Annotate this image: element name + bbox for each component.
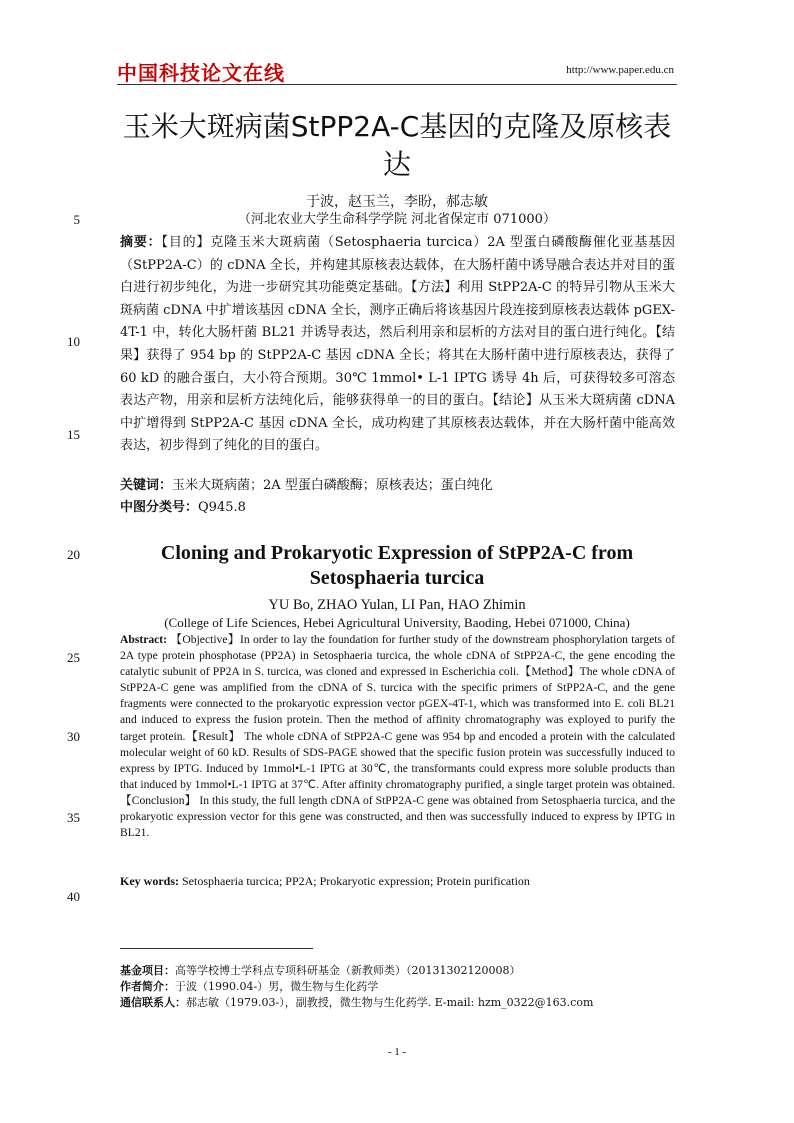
footnote-contact (120, 994, 680, 1010)
line-number: 10 (67, 334, 80, 349)
keywords-cn-text: 玉米大斑病菌；2A 型蛋白磷酸酶；原核表达；蛋白纯化 (172, 478, 493, 493)
header-url[interactable]: http://www.paper.edu.cn (566, 64, 674, 76)
footnote-text: 于波（1990.04-）男，微生物与生化药学 (175, 980, 379, 993)
keywords-cn (120, 474, 675, 493)
clc-text: Q945.8 (198, 500, 246, 515)
footnote-label: 基金项目： (120, 964, 175, 977)
line-number: 40 (67, 889, 80, 904)
affiliation-en: (College of Life Sciences, Hebei Agricultural University, Baoding, Hebei 071000, China) (164, 615, 630, 630)
keywords-en-label: Key words: (120, 874, 179, 888)
clc-number (120, 496, 675, 515)
footnote-rule (120, 948, 313, 949)
clc-label: 中图分类号： (120, 500, 199, 515)
title-cn: 玉米大斑病菌StPP2A-C基因的克隆及原核表达 (122, 110, 672, 181)
abstract-en-label: Abstract: (120, 633, 168, 646)
footnote-funding (120, 962, 680, 978)
abstract-en-text: 【Objective】In order to lay the foundation for further study of the downstream phosphorylation targets of 2A type protein phosphotase (PP2A) in Setosphaeria turcica, the whole cDNA of StPP2A-C, the gene encoding the catalytic subunit of PP2A in S. turcica, was cloned and expressed in Escherichia coli.【Method】The whole cDNA of StPP2A-C gene was amplified from the cDNA of S. turcica with the specific primers of StPP2A-C, and the gene fragments were connected to the prokaryotic expression vector pGEX-4T-1, which was transformed into E. coli BL21 and induced to express the fusion protein. Then the method of affinity chromatography was exployed to purify the target protein.【Result】 The whole cDNA of StPP2A-C gene was 954 bp and encoded a protein with the calculated molecular weight of 60 kD. Results of SDS-PAGE showed that the specific fusion protein was successfully induced to express by IPTG. Induced by 1mmol•L-1 IPTG at 30℃, the transformants could express more soluble products than that induced by 1mmol•L-1 IPTG at 37℃. After affinity chromatography purified, a single target protein was obtained. 【Conclusion】 In this study, the full length cDNA of StPP2A-C gene was obtained from Setosphaeria turcica, and the prokaryotic expression vector for this gene was constructed, and then was successfully induced to express by IPTG in BL21. (120, 633, 675, 840)
line-number: 25 (67, 650, 80, 665)
line-number: 20 (67, 547, 80, 562)
footnote-text: 郝志敏（1979.03-），副教授，微生物与生化药学. E-mail: hzm_0322@163.com (186, 996, 594, 1009)
title-en: Cloning and Prokaryotic Expression of StPP2A-C from Setosphaeria turcica (160, 542, 634, 589)
keywords-cn-label: 关键词： (120, 478, 173, 493)
abstract-cn (120, 232, 675, 458)
abstract-cn-label: 摘要： (120, 235, 162, 250)
footnote-label: 作者简介： (120, 980, 175, 993)
keywords-en (120, 874, 675, 889)
journal-logo: 中国科技论文在线 (117, 61, 285, 85)
abstract-en (120, 632, 675, 841)
authors-cn: 于波，赵玉兰，李盼，郝志敏 (306, 194, 488, 210)
header-rule (117, 84, 677, 85)
footnote-author (120, 978, 680, 994)
line-number: 5 (73, 212, 80, 227)
page-number: - 1 - (387, 1046, 407, 1058)
line-number: 15 (67, 427, 80, 442)
line-number: 30 (67, 729, 80, 744)
abstract-cn-text: 【目的】克隆玉米大斑病菌（Setosphaeria turcica）2A 型蛋白磷酸酶催化亚基基因（StPP2A-C）的 cDNA 全长，并构建其原核表达载体，在大肠杆菌中诱导融合表达并对目的蛋白进行初步纯化，为进一步研究其功能奠定基础。【方法】利用 StPP2A-C 的特异引物从玉米大斑病菌 cDNA 中扩增该基因 cDNA 全长，测序正确后将该基因片段连接到原核表达载体 pGEX-4T-1 中，转化大肠杆菌 BL21 并诱导表达，然后利用亲和层析的方法对目的蛋白进行纯化。【结果】获得了 954 bp 的 StPP2A-C 基因 cDNA 全长；将其在大肠杆菌中进行原核表达，获得了 60 kD 的融合蛋白，大小符合预期。30℃ 1mmol• L-1 IPTG 诱导 4h 后，可获得较多可溶态表达产物，用亲和层析方法纯化后，能够获得单一的目的蛋白。【结论】从玉米大斑病菌 cDNA 中扩增得到 StPP2A-C 基因 cDNA 全长，成功构建了其原核表达载体，并在大肠杆菌中能高效表达，初步得到了纯化的目的蛋白。 (120, 235, 675, 454)
footnote-text: 高等学校博士学科点专项科研基金（新教师类）（20131302120008） (175, 964, 521, 977)
keywords-en-text: Setosphaeria turcica; PP2A; Prokaryotic expression; Protein purification (179, 874, 530, 888)
affiliation-cn: （河北农业大学生命科学学院 河北省保定市 071000） (238, 212, 556, 227)
footnote-label: 通信联系人： (120, 996, 186, 1009)
line-number: 35 (67, 810, 80, 825)
authors-en: YU Bo, ZHAO Yulan, LI Pan, HAO Zhimin (268, 597, 526, 613)
